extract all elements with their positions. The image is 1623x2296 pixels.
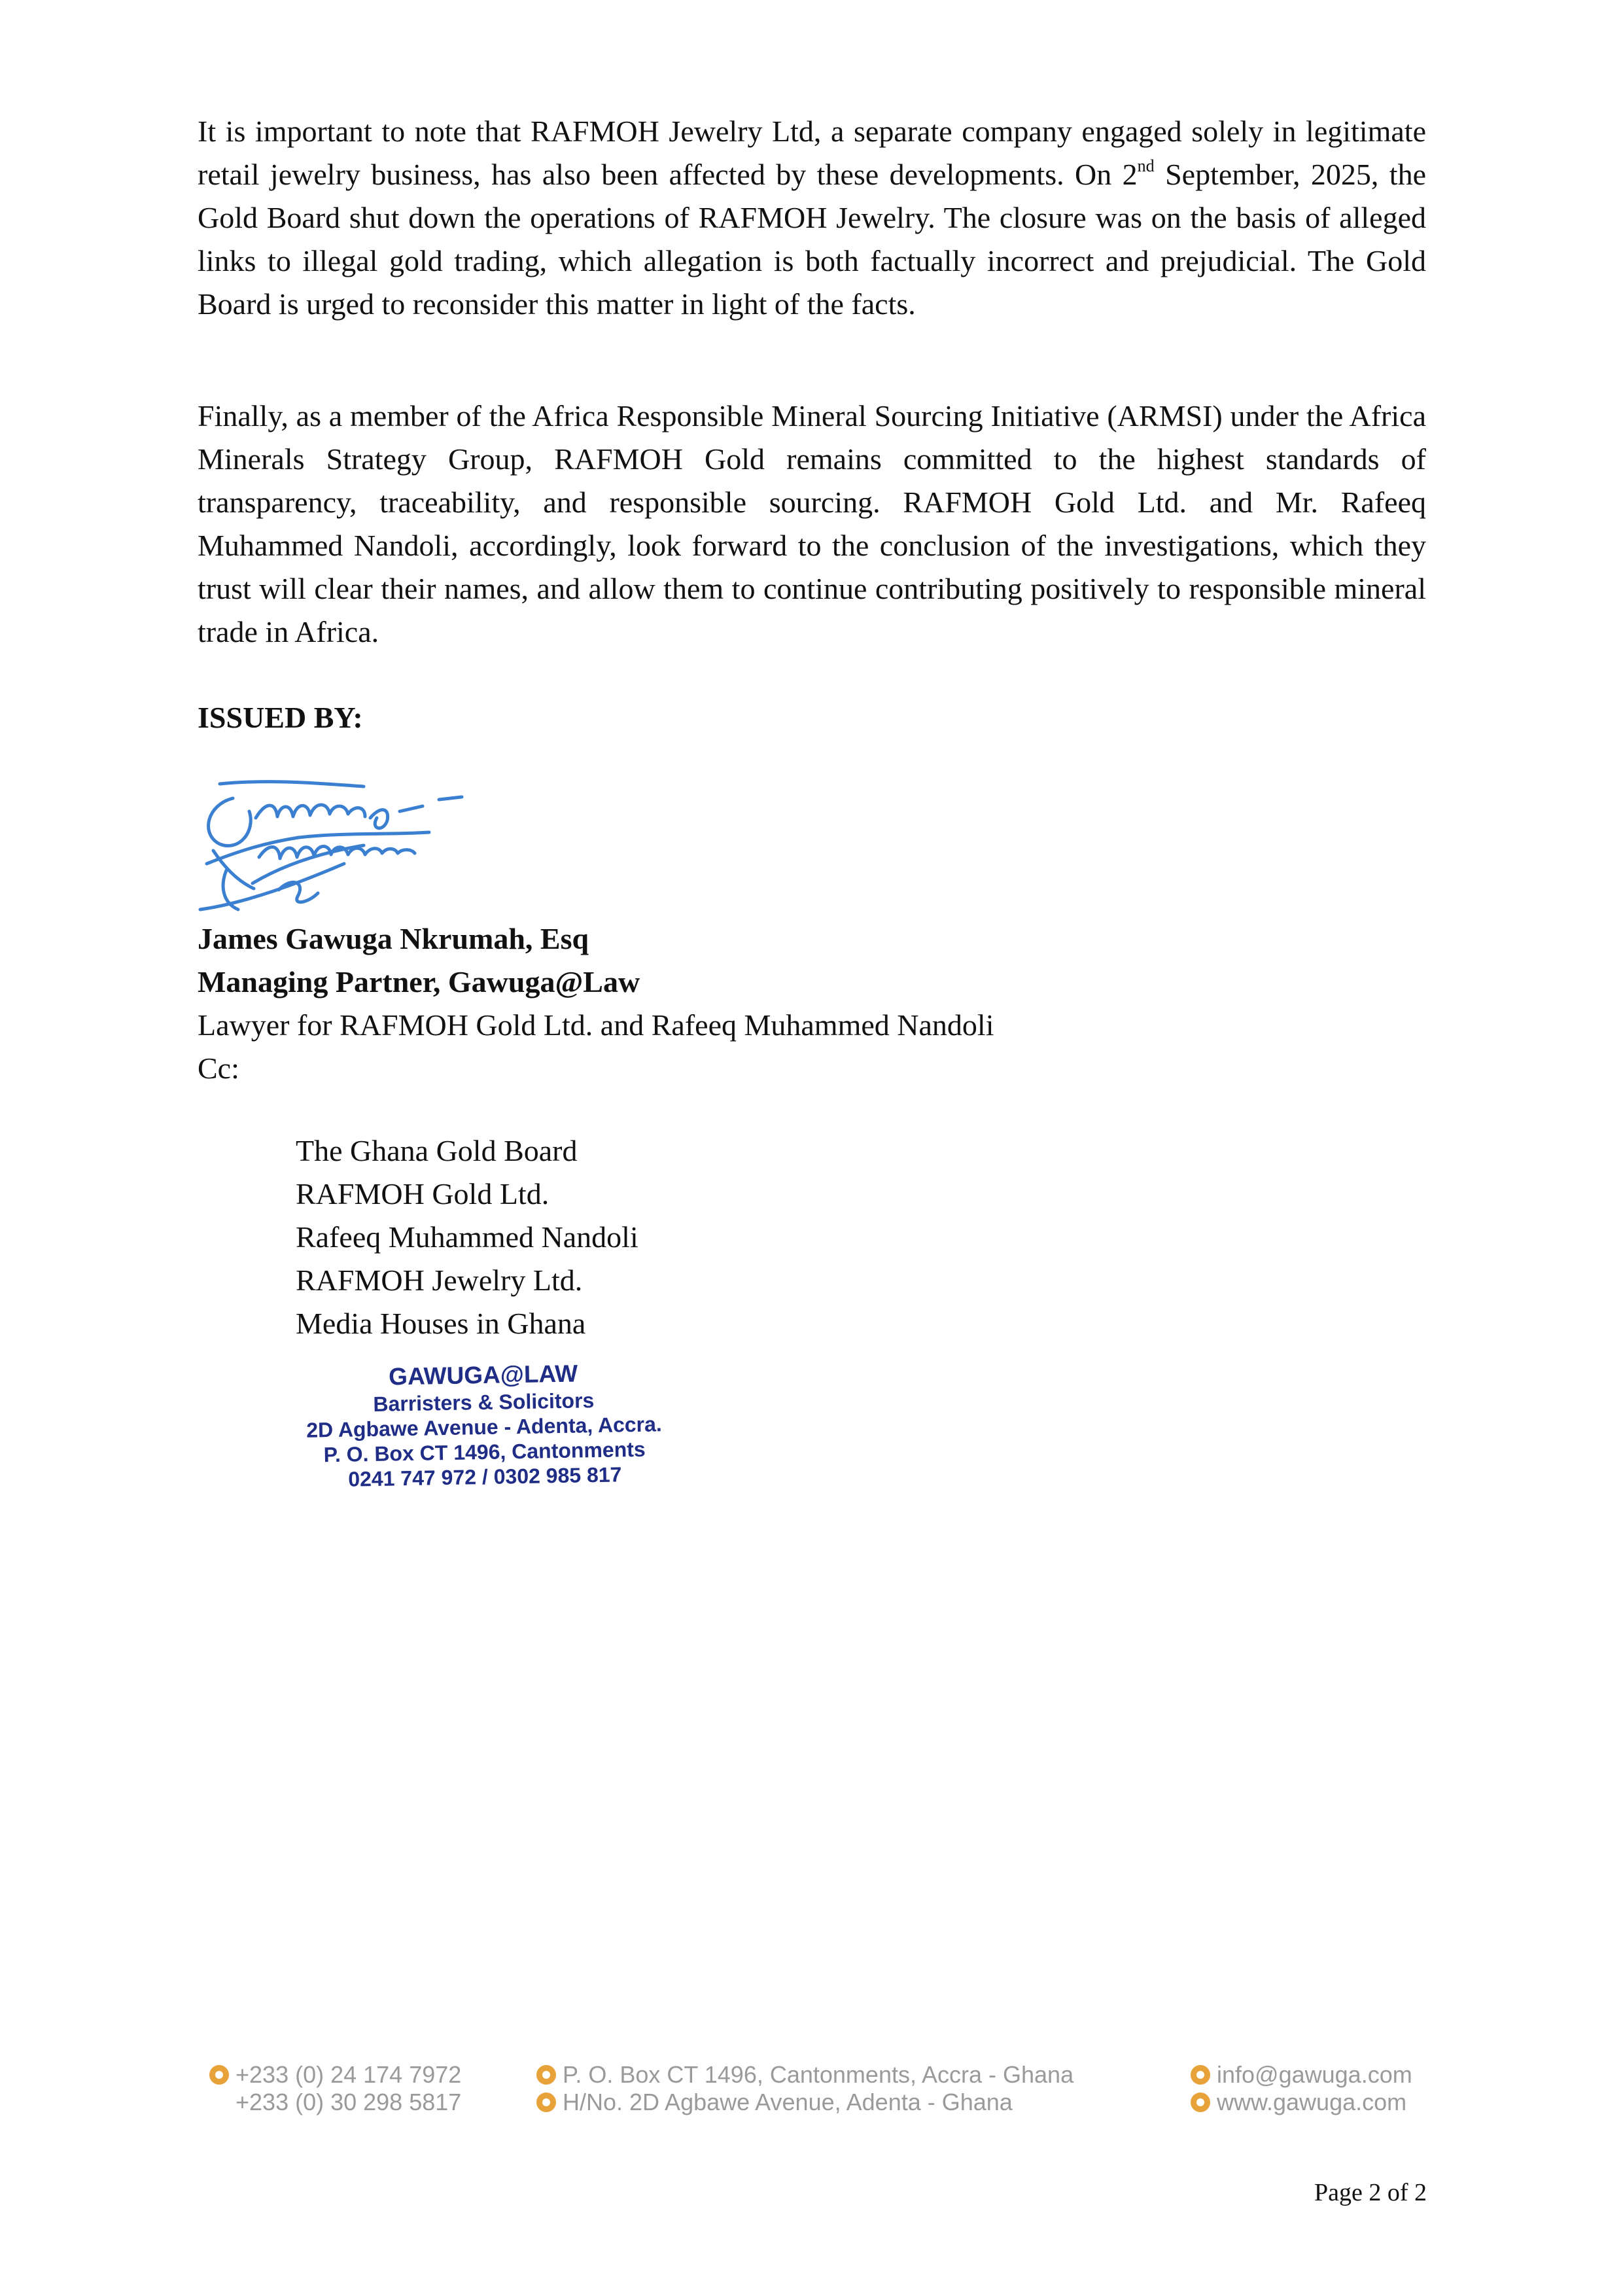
cc-recipient: RAFMOH Gold Ltd. — [296, 1177, 550, 1210]
stamp-firm-name: GAWUGA@LAW — [388, 1360, 578, 1390]
cc-recipient: RAFMOH Jewelry Ltd. — [296, 1263, 583, 1297]
issued-by-heading: ISSUED BY: — [198, 701, 363, 734]
location-icon — [536, 2065, 556, 2085]
body-paragraph-2: Finally, as a member of the Africa Responsible Mineral Sourcing Initiative (ARMSI) under the Africa Minerals Strategy Group, RAFMOH Gold remains committed to the highest standards of transparency, traceability, and responsible sourcing. RAFMOH Gold Ltd. and Mr. Rafeeq Muhammed Nandoli, accordingly, look forward to the conclusion of the investigations, which they trust will clear their names, and allow them to continue contributing positively to responsible mineral trade in Africa. — [198, 399, 1426, 648]
letterhead-footer — [209, 2061, 1485, 2133]
body-paragraph-1 — [198, 110, 1426, 326]
phone-icon — [209, 2065, 229, 2085]
footer-address-column — [536, 2061, 1073, 2116]
handwritten-signature — [194, 772, 534, 923]
stamp-address: 2D Agbawe Avenue - Adenta, Accra. — [305, 1412, 663, 1442]
firm-stamp — [254, 1357, 714, 1496]
footer-email[interactable]: info@gawuga.com — [1217, 2061, 1412, 2088]
signatory-title: Managing Partner, Gawuga@Law — [198, 965, 640, 998]
signatory-block — [198, 917, 994, 1090]
footer-phone-2: +233 (0) 30 298 5817 — [236, 2089, 462, 2115]
home-icon — [536, 2093, 556, 2112]
cc-recipient: Media Houses in Ghana — [296, 1307, 586, 1340]
ordinal-suffix: nd — [1137, 156, 1155, 175]
cc-label: Cc: — [198, 1051, 239, 1085]
page-number: Page 2 of 2 — [1314, 2179, 1427, 2206]
signatory-name: James Gawuga Nkrumah, Esq — [198, 922, 589, 955]
footer-web-column — [1191, 2061, 1412, 2116]
stamp-phones: 0241 747 972 / 0302 985 817 — [347, 1462, 622, 1491]
para1-text-start: It is important to note that RAFMOH Jewelry Ltd, a separate company engaged solely in legitimate retail jewelry business, has also been affected by these developments. On 2 — [198, 115, 1426, 191]
info-icon — [1191, 2065, 1210, 2085]
footer-phone-1: +233 (0) 24 174 7972 — [236, 2061, 462, 2088]
globe-icon — [1191, 2093, 1210, 2112]
footer-website[interactable]: www.gawuga.com — [1217, 2089, 1407, 2115]
footer-address-1: P. O. Box CT 1496, Cantonments, Accra - Ghana — [563, 2061, 1074, 2088]
stamp-po-box: P. O. Box CT 1496, Cantonments — [323, 1437, 646, 1467]
stamp-firm-type: Barristers & Solicitors — [373, 1388, 595, 1416]
para1-text-end: September, 2025, the Gold Board shut down the operations of RAFMOH Jewelry. The closure was on the basis of alleged links to illegal gold trading, which allegation is both factually incorrect and prejudicial. The Gold Board is urged to reconsider this matter in light of the facts. — [198, 158, 1426, 321]
cc-recipient: The Ghana Gold Board — [296, 1134, 578, 1167]
footer-phone-column — [209, 2061, 461, 2116]
cc-recipient: Rafeeq Muhammed Nandoli — [296, 1220, 638, 1254]
footer-address-2: H/No. 2D Agbawe Avenue, Adenta - Ghana — [563, 2089, 1013, 2115]
signatory-role: Lawyer for RAFMOH Gold Ltd. and Rafeeq Muhammed Nandoli — [198, 1008, 994, 1042]
cc-recipient-list — [296, 1129, 638, 1345]
